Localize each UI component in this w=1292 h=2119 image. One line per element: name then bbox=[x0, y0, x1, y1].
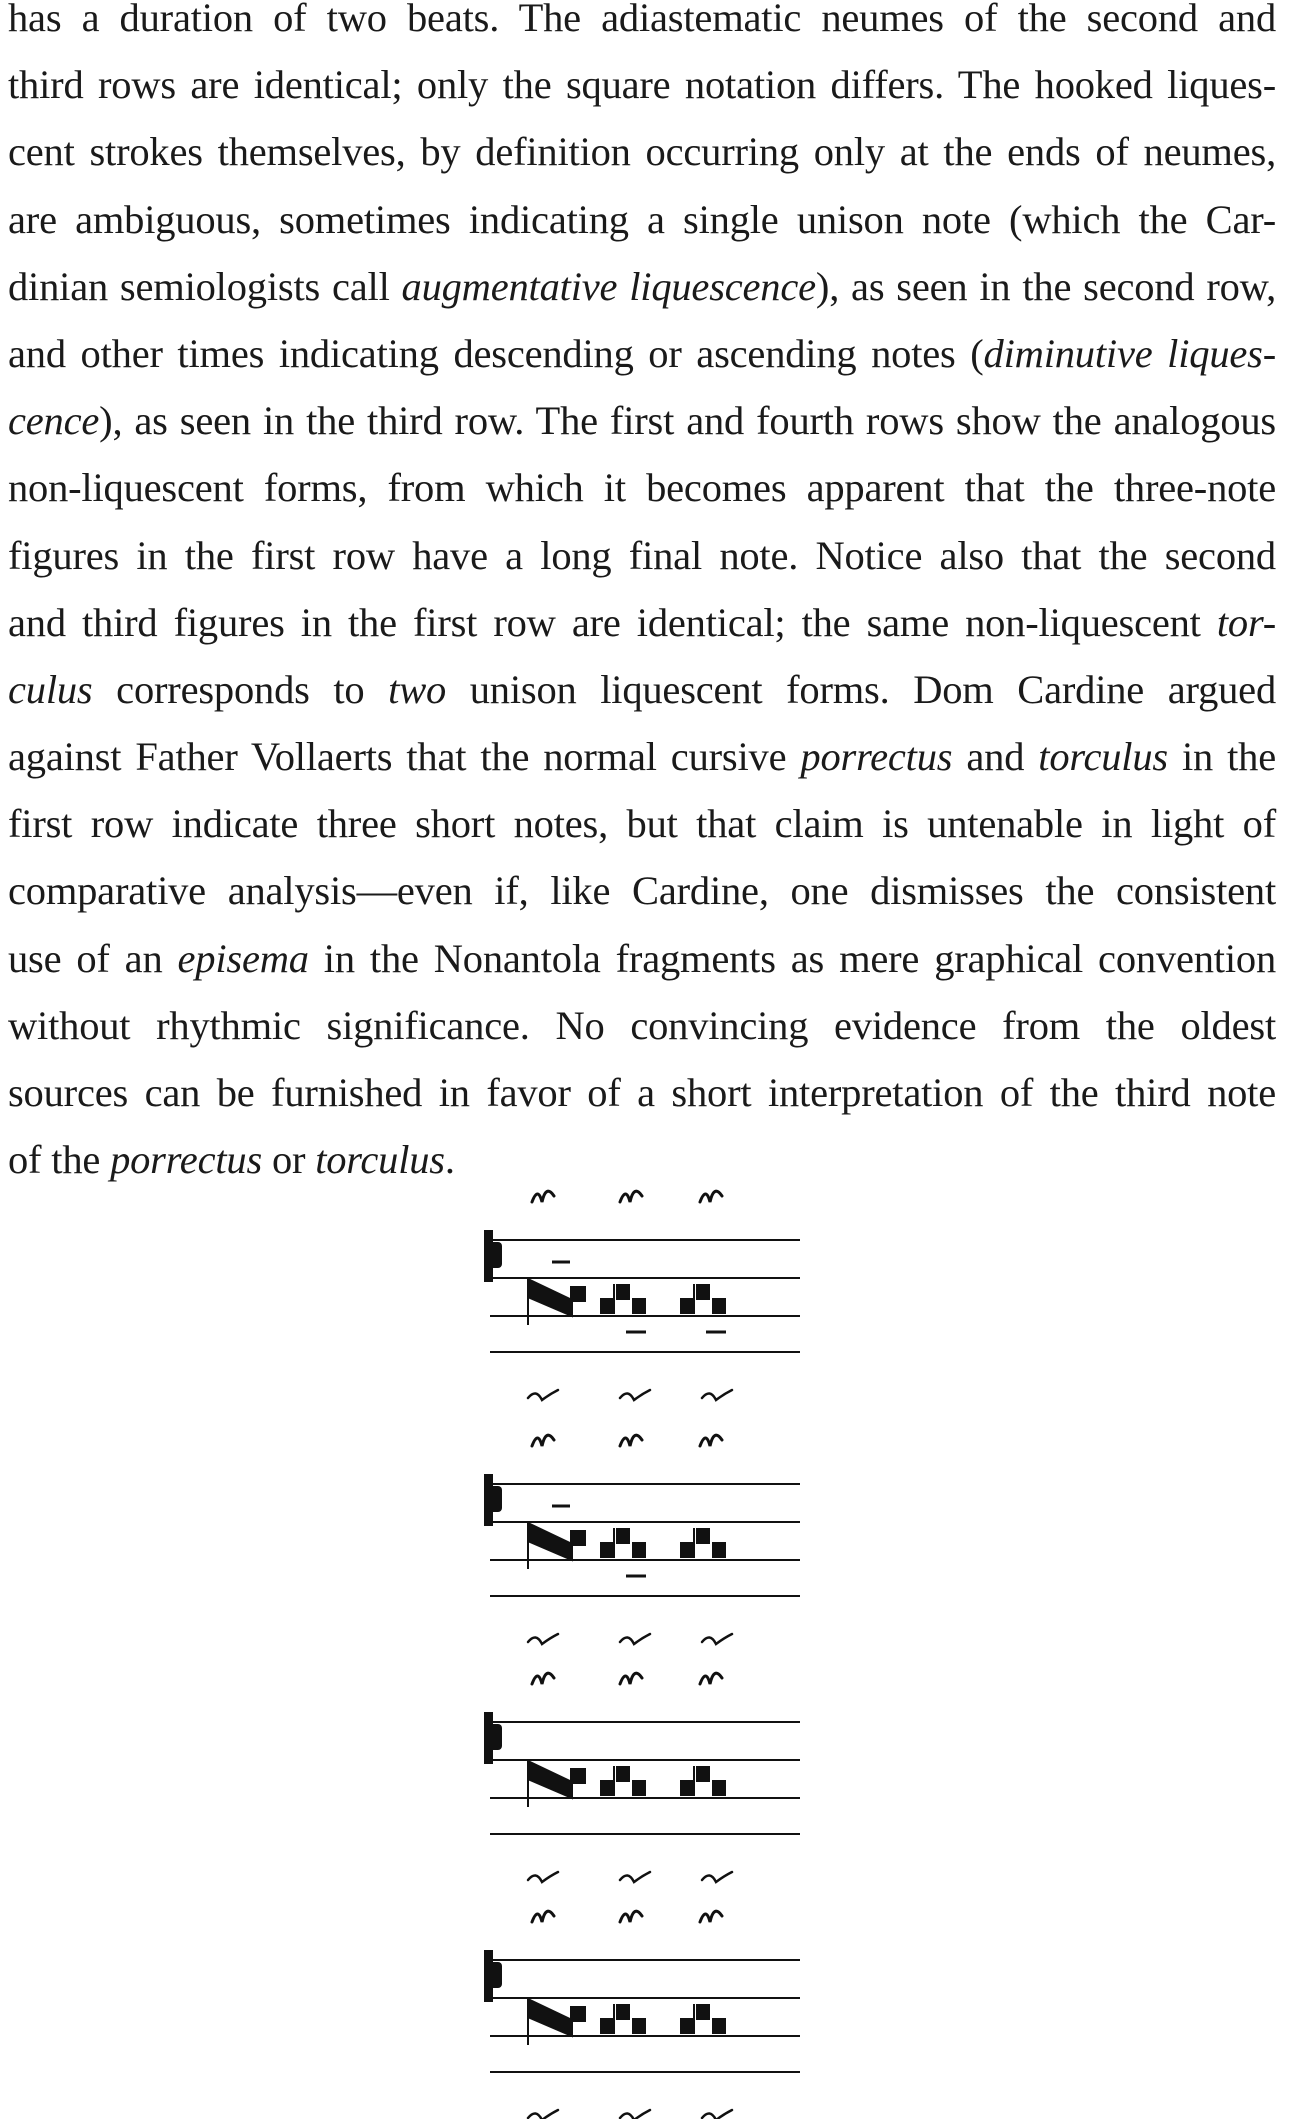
adiastematic-neume bbox=[620, 1911, 642, 1922]
italic-term: two bbox=[388, 666, 447, 712]
text-line bbox=[8, 589, 1276, 656]
c-clef bbox=[488, 1242, 502, 1268]
square-note bbox=[570, 1530, 586, 1546]
square-note bbox=[632, 1298, 646, 1314]
adiastematic-neume bbox=[700, 1673, 722, 1684]
adiastematic-neume bbox=[620, 1435, 642, 1446]
cursive-neume bbox=[702, 2110, 732, 2119]
square-note bbox=[600, 2018, 614, 2034]
adiastematic-neume bbox=[700, 1911, 722, 1922]
text-run: dinian semiologists call bbox=[8, 263, 402, 309]
c-clef bbox=[488, 1962, 502, 1988]
text-line bbox=[8, 1059, 1276, 1126]
c-clef bbox=[488, 1486, 502, 1512]
adiastematic-neume bbox=[532, 1911, 554, 1922]
text-line bbox=[8, 723, 1276, 790]
text-run: . bbox=[444, 1137, 455, 1183]
adiastematic-neume bbox=[700, 1435, 722, 1446]
text-run: or bbox=[262, 1137, 316, 1183]
square-note bbox=[696, 1766, 710, 1782]
square-note bbox=[680, 1298, 694, 1314]
adiastematic-neume bbox=[620, 1191, 642, 1202]
text-line bbox=[8, 656, 1276, 723]
square-note bbox=[600, 1298, 614, 1314]
text-run: and third figures in the first row are identical; the same non-liquescent bbox=[8, 599, 1217, 645]
cursive-neume bbox=[528, 1390, 558, 1400]
italic-term: augmentative liquescence bbox=[401, 263, 816, 309]
italic-term: tor- bbox=[1216, 599, 1276, 645]
text-line bbox=[8, 857, 1276, 924]
text-line bbox=[8, 51, 1276, 118]
text-line bbox=[8, 320, 1276, 387]
cursive-neume bbox=[528, 2110, 558, 2119]
italic-term: cence bbox=[8, 398, 100, 444]
square-note bbox=[600, 1780, 614, 1796]
text-run: corresponds to bbox=[92, 666, 389, 712]
square-note bbox=[680, 2018, 694, 2034]
text-line bbox=[8, 0, 1276, 51]
italic-term: porrectus bbox=[800, 734, 953, 780]
square-note bbox=[712, 1542, 726, 1558]
text-run: use of an bbox=[8, 935, 178, 981]
text-line bbox=[8, 186, 1276, 253]
cursive-neume bbox=[620, 1872, 650, 1882]
italic-term: porrectus bbox=[110, 1137, 263, 1183]
text-line bbox=[8, 790, 1276, 857]
porrectus-neume bbox=[528, 1998, 572, 2045]
text-run: are ambiguous, sometimes indicating a single unison note (which the Car- bbox=[8, 196, 1276, 242]
square-note bbox=[712, 1298, 726, 1314]
text-run: sources can be furnished in favor of a short interpretation of the third note bbox=[8, 1070, 1276, 1115]
text-run: first row indicate three short notes, but that claim is untenable in light of bbox=[8, 801, 1276, 847]
adiastematic-neume bbox=[532, 1673, 554, 1684]
text-line bbox=[8, 992, 1276, 1059]
italic-term: culus bbox=[8, 666, 93, 712]
text-line bbox=[8, 118, 1276, 185]
cursive-neume bbox=[702, 1634, 732, 1644]
square-note bbox=[632, 1542, 646, 1558]
text-run: ), as seen in the third row. The first and fourth rows show the analogous bbox=[99, 398, 1276, 444]
square-note bbox=[616, 2004, 630, 2020]
cursive-neume bbox=[620, 1390, 650, 1400]
text-run: ), as seen in the second row, bbox=[815, 263, 1276, 309]
adiastematic-neume bbox=[620, 1673, 642, 1684]
square-note bbox=[696, 1284, 710, 1300]
italic-term: diminutive liques- bbox=[983, 330, 1276, 376]
text-run: cent strokes themselves, by definition occurring only at the ends of neumes, bbox=[8, 129, 1276, 175]
porrectus-neume bbox=[528, 1760, 572, 1807]
text-line bbox=[8, 253, 1276, 320]
text-run: has a duration of two beats. The adiastematic neumes of the second and bbox=[8, 0, 1276, 40]
text-run: unison liquescent forms. Dom Cardine argued bbox=[446, 666, 1277, 712]
text-run: figures in the first row have a long final note. Notice also that the second bbox=[8, 532, 1276, 578]
text-run: comparative analysis—even if, like Cardine, one dismisses the consistent bbox=[8, 868, 1276, 914]
square-note bbox=[696, 2004, 710, 2020]
c-clef bbox=[488, 1724, 502, 1750]
adiastematic-neume bbox=[532, 1435, 554, 1446]
italic-term: torculus bbox=[315, 1137, 445, 1183]
square-note bbox=[680, 1542, 694, 1558]
text-run: and other times indicating descending or ascending notes ( bbox=[8, 330, 984, 376]
text-run: in the Nonantola fragments as mere graphical convention bbox=[308, 935, 1276, 981]
text-line bbox=[8, 387, 1276, 454]
square-note bbox=[616, 1284, 630, 1300]
square-note bbox=[632, 1780, 646, 1796]
text-line bbox=[8, 454, 1276, 521]
body-paragraph bbox=[8, 0, 1276, 1193]
cursive-neume bbox=[702, 1872, 732, 1882]
square-note bbox=[632, 2018, 646, 2034]
neume-comparison-figure bbox=[470, 1180, 810, 2119]
square-note bbox=[616, 1528, 630, 1544]
italic-term: torculus bbox=[1038, 734, 1168, 780]
cursive-neume bbox=[702, 1390, 732, 1400]
porrectus-neume bbox=[528, 1522, 572, 1569]
square-note bbox=[712, 2018, 726, 2034]
square-note bbox=[570, 1768, 586, 1784]
text-line bbox=[8, 925, 1276, 992]
square-note bbox=[600, 1542, 614, 1558]
text-run: third rows are identical; only the square notation differs. The hooked liques- bbox=[8, 62, 1276, 108]
cursive-neume bbox=[528, 1872, 558, 1882]
text-run: against Father Vollaerts that the normal cursive bbox=[8, 734, 801, 780]
cursive-neume bbox=[620, 2110, 650, 2119]
adiastematic-neume bbox=[700, 1191, 722, 1202]
text-run: without rhythmic significance. No convincing evidence from the oldest bbox=[8, 1002, 1276, 1048]
cursive-neume bbox=[528, 1634, 558, 1644]
square-note bbox=[570, 2006, 586, 2022]
square-note bbox=[680, 1780, 694, 1796]
text-line bbox=[8, 522, 1276, 589]
text-run: non-liquescent forms, from which it becomes apparent that the three-note bbox=[8, 465, 1276, 511]
italic-term: episema bbox=[177, 935, 309, 981]
porrectus-neume bbox=[528, 1278, 572, 1325]
cursive-neume bbox=[620, 1634, 650, 1644]
text-run: in the bbox=[1167, 734, 1276, 780]
text-run: and bbox=[952, 734, 1039, 780]
neume-figure-svg bbox=[470, 1180, 810, 2119]
adiastematic-neume bbox=[532, 1191, 554, 1202]
square-note bbox=[570, 1286, 586, 1302]
square-note bbox=[616, 1766, 630, 1782]
square-note bbox=[696, 1528, 710, 1544]
square-note bbox=[712, 1780, 726, 1796]
text-run: of the bbox=[8, 1137, 111, 1183]
